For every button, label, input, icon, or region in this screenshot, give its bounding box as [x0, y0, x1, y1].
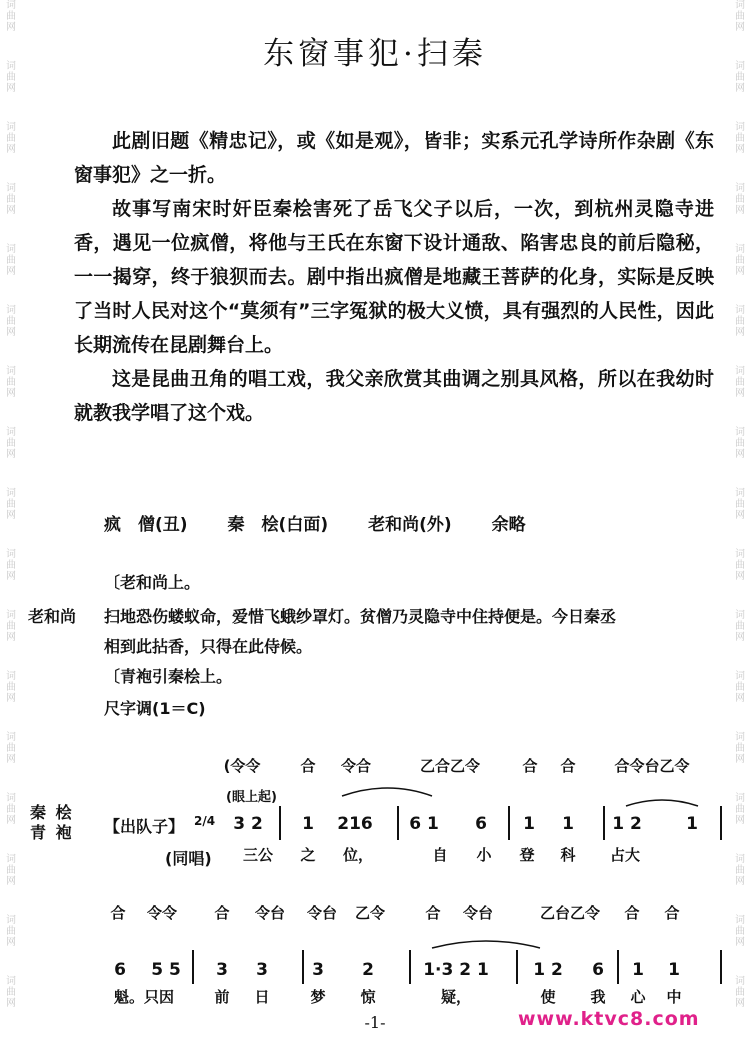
watermark-char: 曲 — [735, 316, 745, 327]
lyrics-token: 惊 — [360, 988, 376, 1006]
watermark-char: 曲 — [6, 560, 16, 571]
lyrics-token: 使 — [540, 988, 556, 1006]
gongche-token: 令台 — [254, 904, 286, 922]
lyrics-token: 日 — [254, 988, 270, 1006]
gongche-token: 令令 — [146, 904, 178, 922]
watermark-char: 曲 — [735, 804, 745, 815]
watermark-char: 网 — [735, 449, 745, 460]
watermark-char: 网 — [6, 693, 16, 704]
gongche-token: 合 — [425, 904, 441, 922]
lyrics-token: 魁。只因 — [113, 988, 175, 1006]
notes-token: 3 — [312, 960, 324, 980]
notes-token: 5 5 — [151, 960, 181, 980]
watermark-char: 网 — [735, 22, 745, 33]
role-name: 老和尚 — [28, 607, 77, 626]
watermark-char: 词 — [735, 305, 745, 316]
gongche-token: 合 — [214, 904, 230, 922]
watermark-char: 词 — [6, 0, 16, 11]
watermark-char: 网 — [6, 754, 16, 765]
watermark-char: 曲 — [735, 865, 745, 876]
watermark-char: 曲 — [735, 11, 745, 22]
notes-token: 1 — [302, 814, 314, 834]
watermark-char: 词 — [735, 122, 745, 133]
watermark-char: 曲 — [735, 926, 745, 937]
gongche-token: 合 — [560, 757, 576, 775]
watermark-char: 网 — [6, 815, 16, 826]
watermark-char: 网 — [6, 205, 16, 216]
gongche-token: 合 — [522, 757, 538, 775]
watermark-char: 曲 — [6, 987, 16, 998]
notes-token: 1 — [523, 814, 535, 834]
watermark-char: 曲 — [735, 560, 745, 571]
watermark-char: 网 — [735, 693, 745, 704]
watermark-char: 网 — [6, 388, 16, 399]
watermark-char: 词 — [735, 549, 745, 560]
watermark-char: 词 — [735, 915, 745, 926]
lyrics-token: 小 — [476, 846, 492, 864]
watermark-char: 词 — [6, 915, 16, 926]
watermark-char: 网 — [6, 632, 16, 643]
watermark-char: 网 — [735, 998, 745, 1009]
watermark-char: 词 — [735, 671, 745, 682]
watermark-char: 曲 — [6, 194, 16, 205]
stage-direction: 〔青袍引秦桧上。 — [104, 667, 233, 686]
watermark-char: 词 — [735, 488, 745, 499]
watermark-char: 词 — [735, 854, 745, 865]
watermark-char: 词 — [735, 427, 745, 438]
gongche-token: 乙合乙令 — [419, 757, 481, 775]
notes-token: 6 — [592, 960, 604, 980]
watermark-char: 曲 — [735, 255, 745, 266]
watermark-char: 词 — [735, 732, 745, 743]
watermark-char: 曲 — [6, 926, 16, 937]
cast-item: 老和尚(外) — [368, 515, 452, 535]
notes-token: 1·3 2 1 — [423, 960, 489, 980]
cast-item: 秦 桧(白面) — [227, 515, 329, 535]
watermark-char: 网 — [735, 754, 745, 765]
watermark-char: 词 — [6, 976, 16, 987]
watermark-char: 词 — [6, 854, 16, 865]
watermark-char: 网 — [735, 388, 745, 399]
notes-token: 6 1 — [409, 814, 439, 834]
watermark-char: 网 — [735, 266, 745, 277]
watermark-char: 词 — [735, 0, 745, 11]
watermark-char: 词 — [6, 732, 16, 743]
intro-paragraph-2: 故事写南宋时奸臣秦桧害死了岳飞父子以后，一次，到杭州灵隐寺进香，遇见一位疯僧，将他与王氏在东窗下设计通敌、陷害忠良的前后隐秘，一一揭穿，终于狼狈而去。剧中指出疯僧是地藏王菩萨的化身，实际是反映了当时人民对这个“莫须有”三字冤狱的极大义愤，具有强烈的人民性，因此长期流传在昆剧舞台上。 — [74, 198, 714, 356]
watermark-char: 曲 — [735, 682, 745, 693]
notes-token: 3 — [216, 960, 228, 980]
watermark-char: 词 — [6, 244, 16, 255]
watermark-char: 词 — [735, 183, 745, 194]
watermark-char: 网 — [6, 876, 16, 887]
notes-token: 216 — [337, 814, 373, 834]
qupai-label: 【出队子】 — [104, 817, 185, 836]
watermark-char: 曲 — [6, 255, 16, 266]
page-title: 东窗事犯·扫秦 — [263, 36, 487, 72]
intro-paragraph-1: 此剧旧题《精忠记》，或《如是观》，皆非；实系元孔学诗所作杂剧《东窗事犯》之一折。 — [74, 130, 714, 186]
watermark-char: 网 — [6, 510, 16, 521]
watermark-char: 网 — [6, 83, 16, 94]
lyrics-token: 占大 — [609, 846, 641, 864]
notes-token: 1 — [668, 960, 680, 980]
tempo-mark: (眼上起) — [226, 790, 277, 805]
speech-line: 扫地恐伤蝼蚁命，爱惜飞蛾纱罩灯。贫僧乃灵隐寺中住持便是。今日秦丞 — [104, 607, 617, 626]
watermark-char: 曲 — [735, 377, 745, 388]
score-role: 青 袍 — [30, 823, 74, 842]
watermark-char: 网 — [735, 815, 745, 826]
watermark-char: 曲 — [6, 865, 16, 876]
watermark-char: 词 — [735, 61, 745, 72]
notes-token: 3 2 — [233, 814, 263, 834]
notes-token: 1 — [686, 814, 698, 834]
lyrics-token: 科 — [560, 846, 576, 864]
notes-token: 6 — [475, 814, 487, 834]
watermark-char: 曲 — [6, 438, 16, 449]
notes-token: 1 2 — [533, 960, 563, 980]
watermark-char: 网 — [6, 327, 16, 338]
watermark-char: 网 — [6, 571, 16, 582]
watermark-char: 曲 — [735, 987, 745, 998]
lyrics-token: 前 — [214, 988, 230, 1006]
lyrics-token: 登 — [519, 846, 535, 864]
watermark-char: 词 — [6, 183, 16, 194]
watermark-char: 词 — [6, 122, 16, 133]
watermark-char: 词 — [6, 671, 16, 682]
watermark-char: 网 — [735, 632, 745, 643]
watermark-char: 网 — [6, 937, 16, 948]
watermark-char: 网 — [6, 144, 16, 155]
page-number: -1- — [364, 1013, 386, 1032]
watermark-char: 曲 — [6, 499, 16, 510]
watermark-char: 网 — [735, 83, 745, 94]
intro-paragraph-3: 这是昆曲丑角的唱工戏，我父亲欣赏其曲调之别具风格，所以在我幼时就教我学唱了这个戏。 — [74, 368, 714, 424]
watermark-char: 曲 — [6, 133, 16, 144]
watermark-char: 词 — [6, 549, 16, 560]
lyrics-token: 之 — [300, 846, 316, 864]
cast-item: 余略 — [491, 515, 526, 535]
gongche-token: 合 — [110, 904, 126, 922]
watermark-char: 词 — [6, 427, 16, 438]
watermark-char: 网 — [6, 266, 16, 277]
gongche-token: 合令台乙令 — [614, 757, 690, 775]
watermark-char: 曲 — [735, 194, 745, 205]
watermark-char: 曲 — [735, 438, 745, 449]
watermark-char: 曲 — [6, 743, 16, 754]
speech-line: 相到此拈香，只得在此侍候。 — [104, 637, 313, 656]
watermark-char: 词 — [735, 793, 745, 804]
lyrics-token: 自 — [432, 846, 448, 864]
chorus-label: (同唱) — [165, 849, 212, 868]
slur — [342, 788, 432, 796]
watermark-char: 网 — [735, 510, 745, 521]
gongche-token: 合 — [300, 757, 316, 775]
watermark-char: 词 — [6, 305, 16, 316]
watermark-char: 网 — [735, 571, 745, 582]
cast-item: 疯 僧(丑) — [104, 515, 188, 535]
watermark-char: 曲 — [6, 682, 16, 693]
watermark-char: 词 — [735, 366, 745, 377]
lyrics-token: 位， — [342, 846, 374, 864]
lyrics-token: 中 — [666, 988, 682, 1006]
watermark-char: 曲 — [735, 499, 745, 510]
notes-token: 1 2 — [612, 814, 642, 834]
watermark-char: 曲 — [6, 72, 16, 83]
watermark-char: 网 — [6, 22, 16, 33]
slur — [432, 941, 540, 948]
gongche-token: 合 — [624, 904, 640, 922]
gongche-token: 令合 — [340, 757, 372, 775]
lyrics-token: 三公 — [242, 846, 274, 864]
slur — [626, 800, 698, 806]
lyrics-token: 疑， — [440, 988, 472, 1006]
watermark-char: 曲 — [6, 621, 16, 632]
watermark-char: 曲 — [735, 133, 745, 144]
watermark-char: 曲 — [6, 377, 16, 388]
notes-token: 1 — [632, 960, 644, 980]
watermark-char: 词 — [6, 366, 16, 377]
site-watermark: www.ktvc8.com — [518, 1008, 700, 1030]
gongche-token: 令台 — [462, 904, 494, 922]
watermark-char: 词 — [6, 488, 16, 499]
lyrics-token: 我 — [590, 988, 606, 1006]
watermark-char: 曲 — [6, 11, 16, 22]
watermark-char: 曲 — [735, 72, 745, 83]
watermark-char: 词 — [6, 61, 16, 72]
gongche-token: (令令 — [223, 757, 261, 775]
watermark-char: 网 — [735, 144, 745, 155]
notes-token: 6 — [114, 960, 126, 980]
watermark-char: 词 — [735, 244, 745, 255]
meter: 2/4 — [194, 814, 216, 828]
gongche-token: 合 — [664, 904, 680, 922]
watermark-char: 曲 — [735, 621, 745, 632]
watermark-char: 曲 — [735, 743, 745, 754]
notes-token: 3 — [256, 960, 268, 980]
watermark-char: 词 — [735, 610, 745, 621]
key-signature: 尺字调(1＝C) — [104, 699, 206, 718]
gongche-token: 乙令 — [354, 904, 386, 922]
lyrics-token: 心 — [630, 988, 646, 1006]
score-role: 秦 桧 — [30, 803, 74, 822]
watermark-char: 曲 — [6, 316, 16, 327]
watermark-char: 网 — [735, 327, 745, 338]
lyrics-token: 梦 — [310, 988, 326, 1006]
stage-direction: 〔老和尚上。 — [104, 573, 201, 592]
watermark-char: 网 — [735, 876, 745, 887]
notes-token: 2 — [362, 960, 374, 980]
watermark-char: 曲 — [6, 804, 16, 815]
watermark-char: 网 — [6, 998, 16, 1009]
watermark-char: 网 — [735, 205, 745, 216]
watermark-char: 词 — [6, 610, 16, 621]
watermark-char: 网 — [6, 449, 16, 460]
watermark-char: 词 — [6, 793, 16, 804]
gongche-token: 令台 — [306, 904, 338, 922]
watermark-char: 网 — [735, 937, 745, 948]
notes-token: 1 — [562, 814, 574, 834]
watermark-char: 词 — [735, 976, 745, 987]
gongche-token: 乙台乙令 — [539, 904, 601, 922]
